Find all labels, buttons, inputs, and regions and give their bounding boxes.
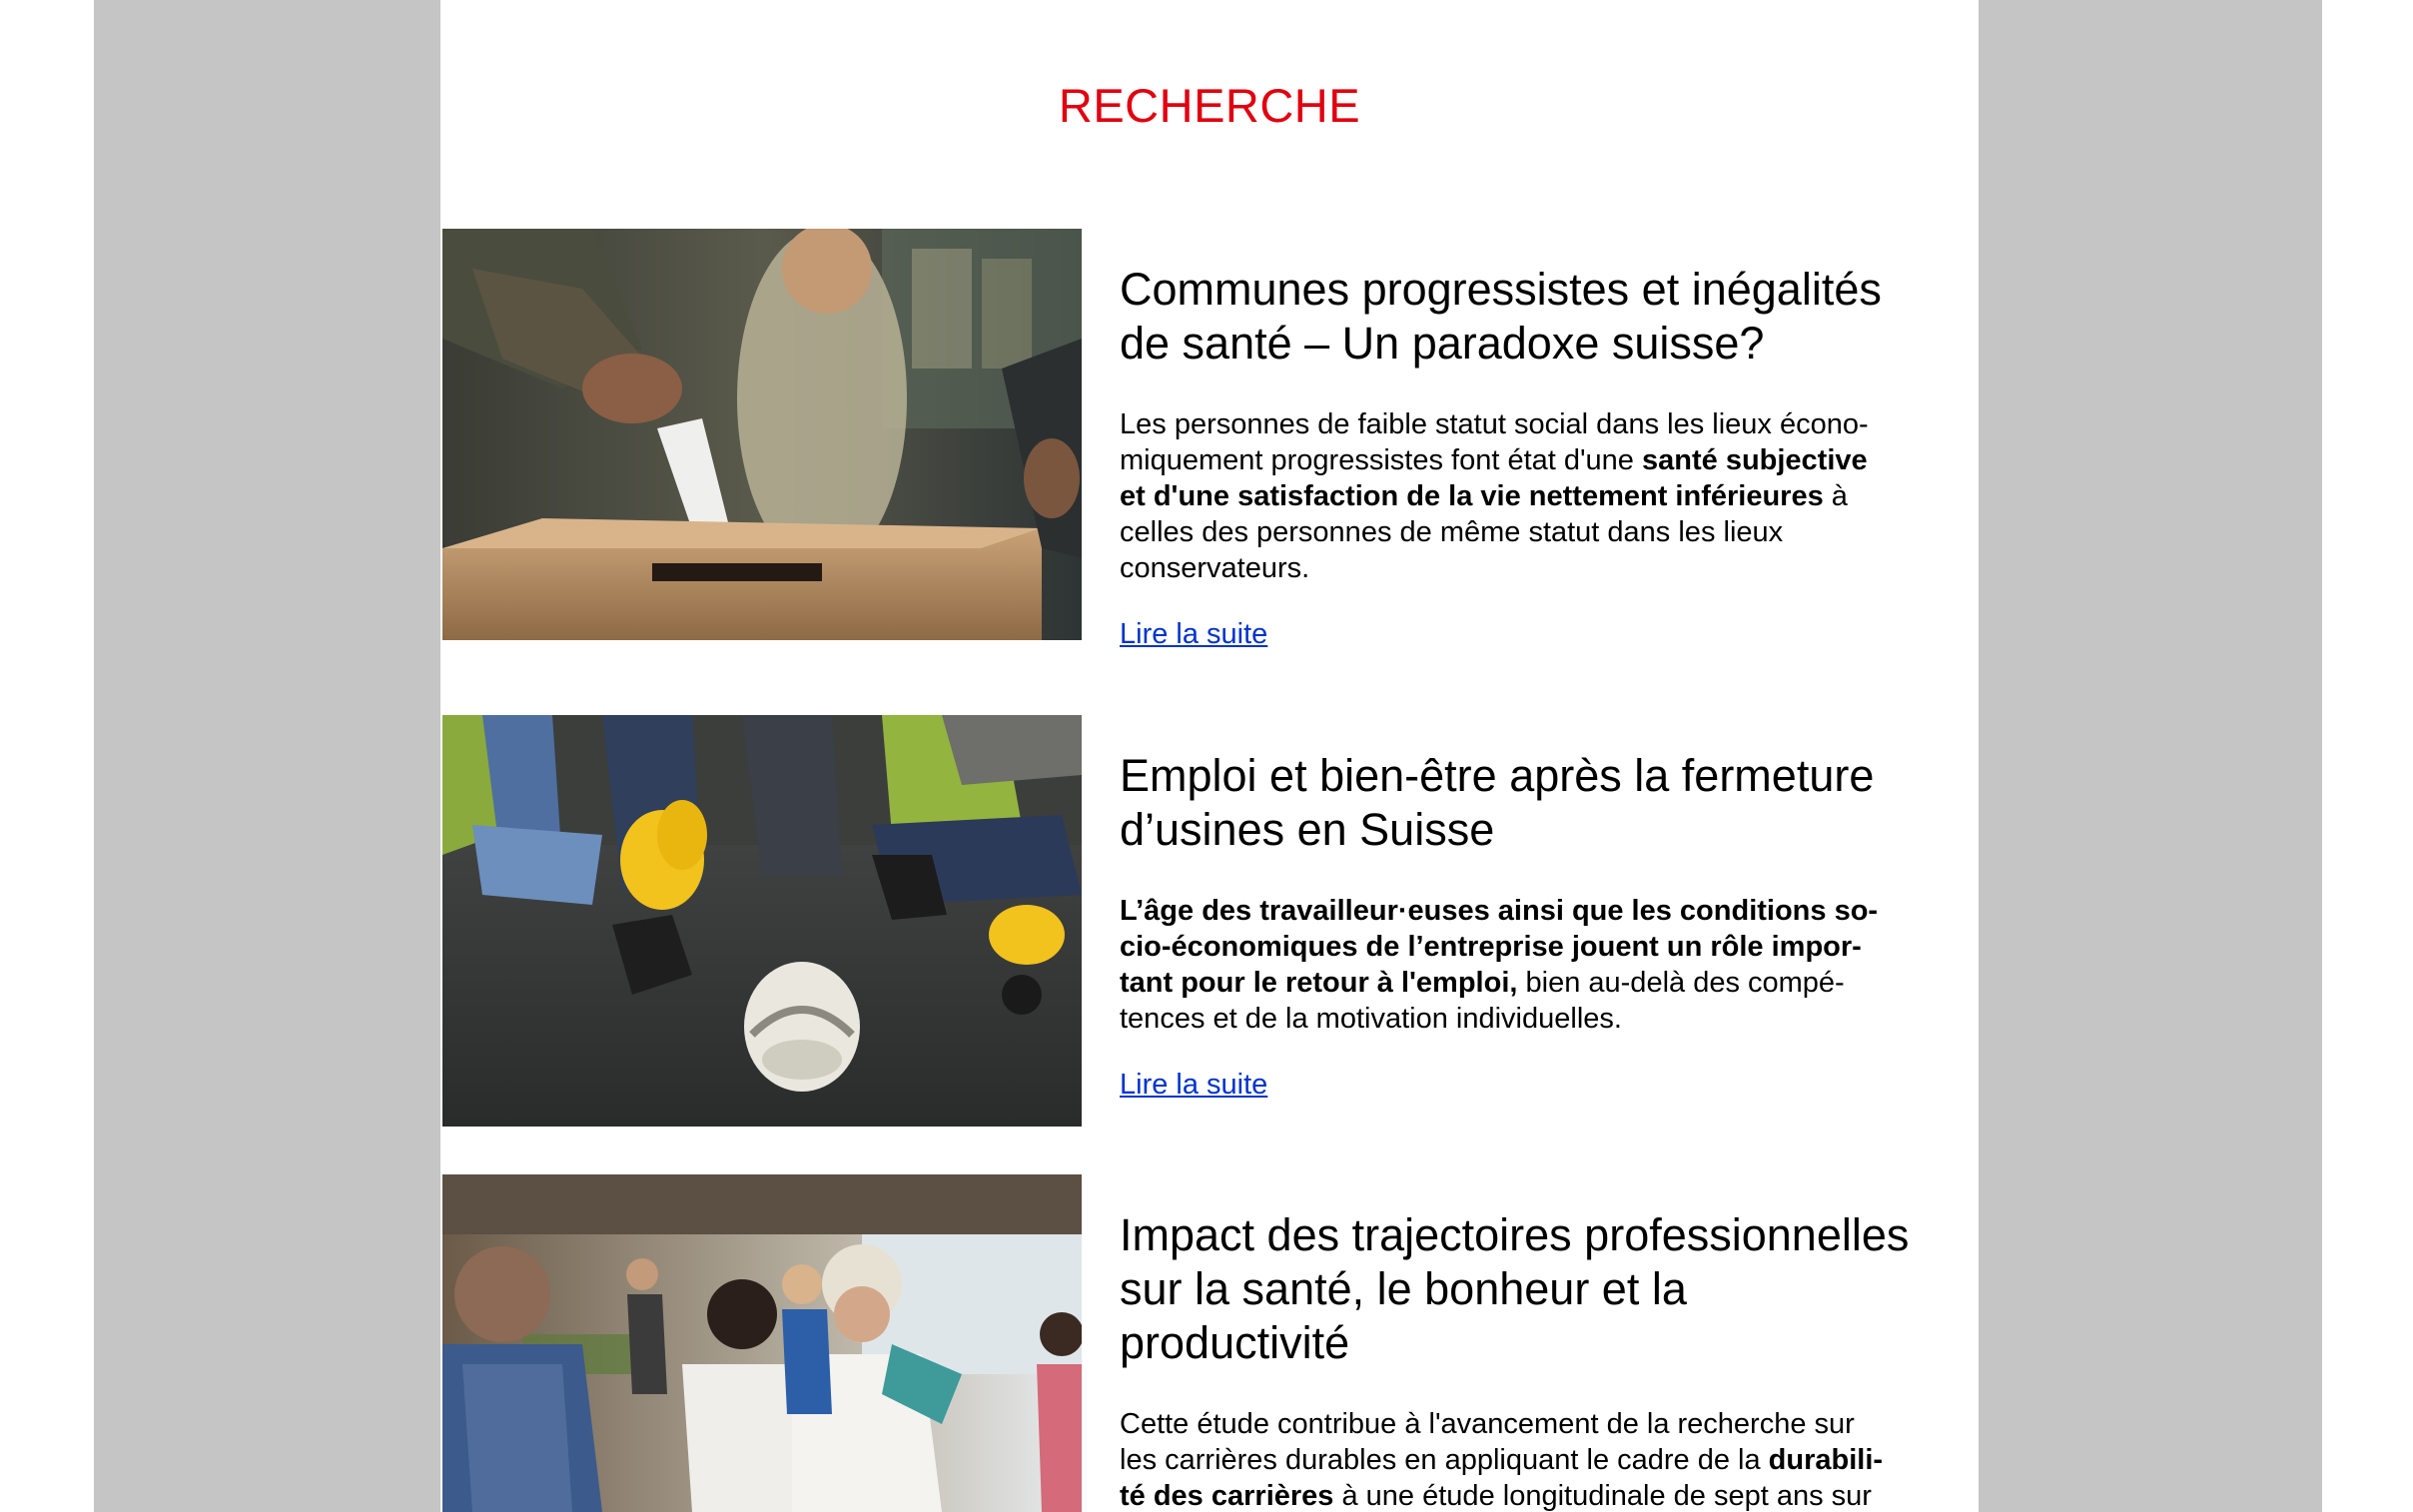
article-teaser: Cette étude contribue à l'avancement de la recherche sur les carrières durables en appliquant le cadre de la durabili- té des carrières à une étude longitudinale de sept ans sur [1120,1408,1884,1512]
article-2-text [1120,749,1939,1102]
article-1-text [1120,263,1939,651]
section-title: RECHERCHE [1058,79,1361,132]
article-title[interactable]: Emploi et bien-être après la fermeture d’usines en Suisse [1120,750,1875,855]
left-gutter [94,0,440,1512]
article-3-text [1120,1208,1939,1512]
article-title[interactable]: Impact des trajectoires professionnelles sur la santé, le bonheur et la productivité [1120,1209,1910,1368]
office-celebration-image[interactable] [442,1174,1082,1512]
article-title[interactable]: Communes progressistes et inégalités de santé – Un paradoxe suisse? [1120,264,1882,369]
article-teaser: L’âge des travailleur·euses ainsi que les conditions so- cio-économiques de l’entreprise jouent un rôle impor- tant pour le retour à l'emploi, bien au-delà des compé- tences et de la motivation individuelles. [1120,895,1879,1035]
article-teaser: Les personnes de faible statut social dans les lieux écono- miquement progressistes font état d'une santé subjective et d'une satisfaction de la vie nettement inférieures à celles des personnes de même statut dans les lieux conservateurs. [1120,408,1869,584]
read-more-link[interactable]: Lire la suite [1120,1069,1268,1101]
newsletter-column [440,0,1979,1512]
right-gutter [1979,0,2322,1512]
ballot-box-image[interactable] [442,229,1082,640]
read-more-link[interactable]: Lire la suite [1120,618,1268,650]
construction-workers-image[interactable] [442,715,1082,1127]
